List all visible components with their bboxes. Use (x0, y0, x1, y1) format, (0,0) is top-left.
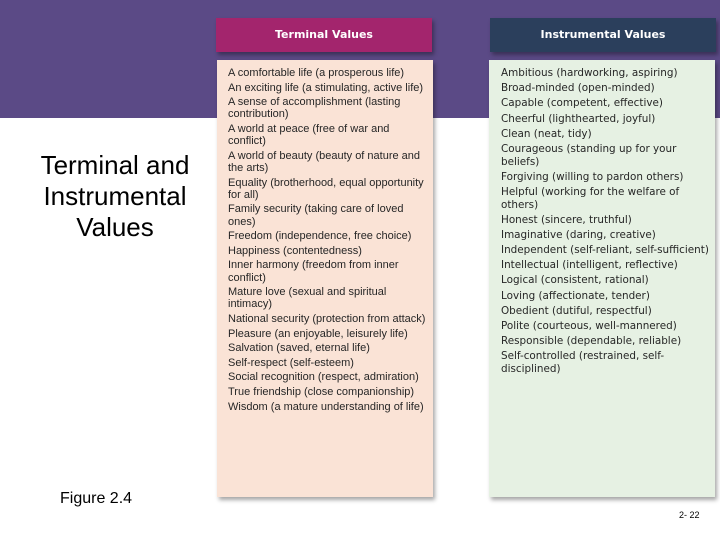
terminal-value-item: True friendship (close companionship) (228, 385, 415, 398)
terminal-value-item: National security (protection from attack) (228, 312, 426, 325)
terminal-value-item: Social recognition (respect, admiration) (228, 371, 419, 384)
instrumental-value-item: Honest (sincere, truthful) (501, 213, 632, 226)
slide-title: Terminal and Instrumental Values (40, 150, 190, 243)
instrumental-values-panel (489, 60, 715, 497)
instrumental-values-list (489, 60, 715, 376)
instrumental-value-item: Capable (competent, effective) (501, 97, 663, 110)
instrumental-value-item: Loving (affectionate, tender) (501, 289, 650, 302)
instrumental-value-item: Independent (self-reliant, self-sufficient) (501, 244, 709, 257)
terminal-value-item: Happiness (contentedness) (228, 244, 362, 257)
instrumental-values-header: Instrumental Values (490, 18, 716, 52)
instrumental-value-item: Obedient (dutiful, respectful) (501, 304, 652, 317)
terminal-value-item: Salvation (saved, eternal life) (228, 342, 370, 355)
terminal-values-panel (217, 60, 433, 497)
terminal-value-item: Wisdom (a mature understanding of life) (228, 400, 424, 413)
terminal-value-item: An exciting life (a stimulating, active life) (228, 81, 424, 94)
terminal-value-item: A world of beauty (beauty of nature and the arts) (228, 149, 421, 174)
figure-caption: Figure 2.4 (60, 490, 133, 507)
instrumental-value-item: Ambitious (hardworking, aspiring) (501, 67, 678, 79)
instrumental-value-item: Courageous (standing up for your beliefs) (501, 142, 677, 168)
terminal-values-list (217, 60, 433, 413)
terminal-value-item: Inner harmony (freedom from inner conflict) (228, 259, 399, 284)
terminal-value-item: Self-respect (self-esteem) (228, 356, 354, 369)
instrumental-value-item: Clean (neat, tidy) (501, 127, 592, 140)
terminal-value-item: Mature love (sexual and spiritual intimacy) (228, 286, 387, 311)
instrumental-value-item: Broad-minded (open-minded) (501, 82, 655, 95)
terminal-value-item: Equality (brotherhood, equal opportunity for all) (228, 176, 424, 201)
terminal-value-item: A world at peace (free of war and conflict) (228, 122, 390, 148)
terminal-value-item: Freedom (independence, free choice) (228, 230, 412, 243)
instrumental-value-item: Polite (courteous, well-mannered) (501, 320, 677, 332)
instrumental-value-item: Cheerful (lighthearted, joyful) (501, 112, 656, 125)
terminal-values-header: Terminal Values (216, 18, 432, 52)
instrumental-value-item: Imaginative (daring, creative) (501, 228, 656, 241)
terminal-value-item: A sense of accomplishment (lasting contribution) (228, 96, 401, 121)
terminal-value-item: Pleasure (an enjoyable, leisurely life) (228, 327, 408, 340)
instrumental-value-item: Logical (consistent, rational) (501, 274, 649, 287)
page-number: 2- 22 (679, 510, 700, 520)
instrumental-value-item: Helpful (working for the welfare of others) (501, 185, 680, 211)
terminal-value-item: Family security (taking care of loved ones) (228, 203, 404, 228)
left-margin (0, 118, 14, 540)
instrumental-value-item: Responsible (dependable, reliable) (501, 335, 682, 348)
instrumental-value-item: Forgiving (willing to pardon others) (501, 170, 684, 183)
instrumental-value-item: Intellectual (intelligent, reflective) (501, 259, 678, 272)
terminal-value-item: A comfortable life (a prosperous life) (228, 67, 405, 79)
instrumental-value-item: Self-controlled (restrained, self-disciplined) (501, 350, 665, 375)
